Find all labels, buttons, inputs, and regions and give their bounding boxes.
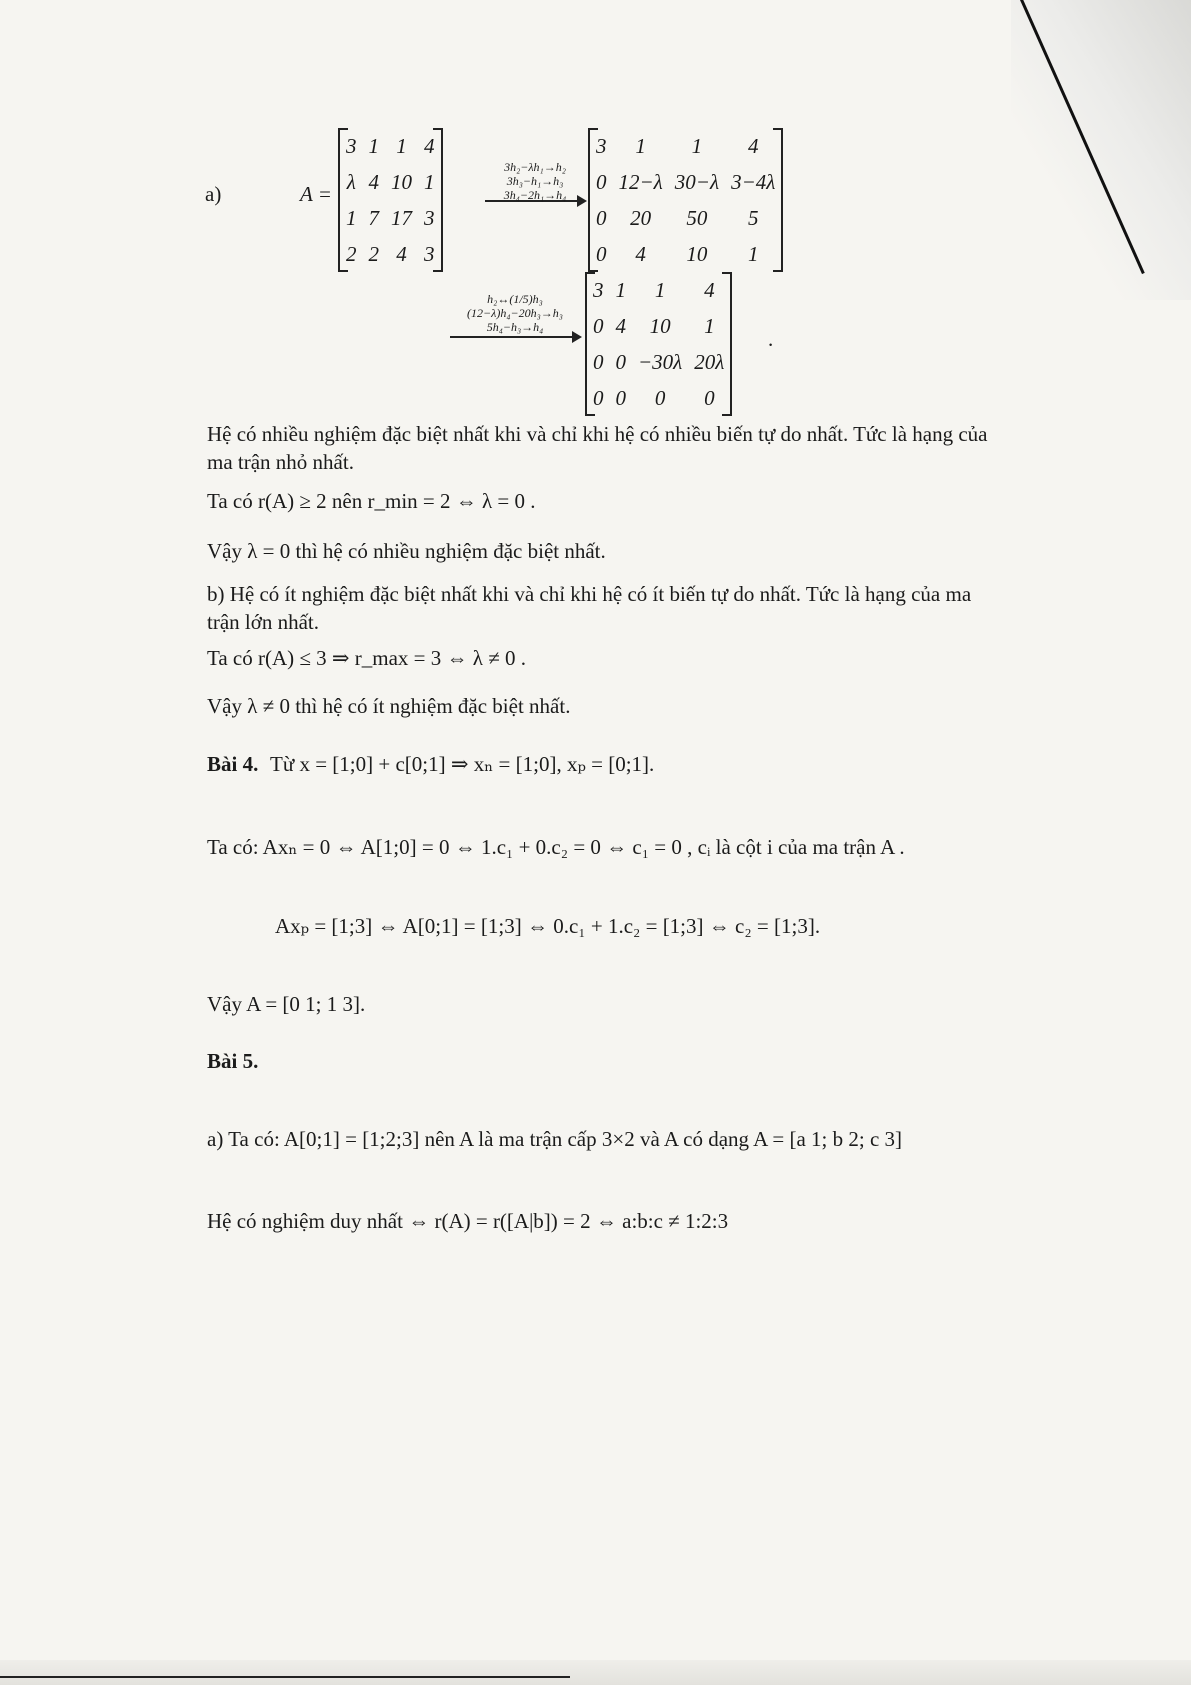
matrix-a-lhs: A = [300, 182, 332, 206]
row-operation: 3h₄−2h₁→h₄ [503, 188, 567, 202]
matrix-c-cell: 0 [615, 385, 626, 410]
paragraph-7: Ta có: Axₙ = 0 ⇔ A[1;0] = 0 ⇔ 1.c₁ + 0.c₂ = 0 ⇔ c₁ = 0 , cᵢ là cột i của ma trận A . [207, 835, 905, 859]
matrix-a-cell: 4 [396, 241, 407, 266]
paragraph-3: Vậy λ = 0 thì hệ có nhiều nghiệm đặc biệt nhất. [207, 539, 606, 563]
matrix-c-cell: 4 [704, 277, 715, 302]
matrix-c-cell: 0 [704, 385, 715, 410]
matrix-a-cell: 3 [424, 205, 435, 230]
matrix-c [585, 272, 732, 416]
matrix-a [338, 128, 443, 272]
matrix-c-cell: 10 [649, 313, 671, 338]
part-a-label: a) [205, 182, 222, 206]
matrix-a-cell: 2 [368, 241, 379, 266]
matrix-a-cell: 3 [424, 241, 435, 266]
matrix-b-cell: 1 [635, 133, 646, 158]
row-operation: (12−λ)h₄−20h₃→h₃ [467, 306, 563, 320]
paragraph-6: Vậy λ ≠ 0 thì hệ có ít nghiệm đặc biệt nhất. [207, 694, 571, 718]
matrix-b-cell: 1 [691, 133, 703, 158]
paragraph-10: a) Ta có: A[0;1] = [1;2;3] nên A là ma trận cấp 3×2 và A có dạng A = [a 1; b 2; c 3] [207, 1127, 903, 1151]
matrix-b-cell: 3 [596, 133, 607, 158]
matrix-b-cell: 4 [747, 133, 759, 158]
page-fold-shadow [1011, 0, 1191, 300]
row-op-arrow-2 [450, 336, 580, 338]
matrix-b [588, 128, 783, 272]
paragraph-2: Ta có r(A) ≥ 2 nên r_min = 2 ⇔ λ = 0 . [207, 489, 536, 513]
matrix-b-cell: 0 [596, 205, 607, 230]
matrix-c-cell: 3 [593, 277, 604, 302]
matrix-c-cell: 0 [593, 349, 604, 374]
matrix-b-cell: 1 [747, 241, 759, 266]
paragraph-9: Vậy A = [0 1; 1 3]. [207, 992, 366, 1016]
matrix-b-cell: 3−4λ [731, 169, 776, 194]
matrix-c-period: . [768, 327, 774, 351]
row-operation: h₂↔(1/5)h₃ [487, 292, 543, 306]
matrix-a-cell: 1 [424, 169, 435, 194]
matrix-c-cell: 1 [654, 277, 666, 302]
paragraph-1: Hệ có nhiều nghiệm đặc biệt nhất khi và chỉ khi hệ có nhiều biến tự do nhất. Tức là hạng của ma trận nhỏ nhất. [207, 422, 988, 474]
paragraph-8: Axₚ = [1;3] ⇔ A[0;1] = [1;3] ⇔ 0.c₁ + 1.c₂ = [1;3] ⇔ c₂ = [1;3]. [275, 914, 821, 938]
matrix-c-cell: 0 [593, 313, 604, 338]
row-operations-2 [450, 292, 580, 334]
matrix-a-cell: 7 [368, 205, 379, 230]
row-operation: 3h₃−h₁→h₃ [506, 174, 564, 188]
matrix-a-cell: 3 [346, 133, 357, 158]
paragraph-5: Ta có r(A) ≤ 3 ⇒ r_max = 3 ⇔ λ ≠ 0 . [207, 646, 526, 670]
matrix-b-cell: 0 [596, 169, 607, 194]
matrix-a-cell: 1 [396, 133, 407, 158]
matrix-a-cell: 2 [346, 241, 357, 266]
matrix-b-cell: 10 [686, 241, 708, 266]
matrix-b-cell: 30−λ [674, 169, 720, 194]
matrix-c-cell: 4 [615, 313, 626, 338]
row-operation: 3h₂−λh₁→h₂ [504, 160, 566, 174]
matrix-b-cell: 20 [630, 205, 652, 230]
bai4-title: Bài 4. [207, 752, 259, 776]
bai5-title: Bài 5. [207, 1049, 259, 1073]
matrix-a-cell: 10 [391, 169, 412, 194]
matrix-b-cell: 5 [747, 205, 759, 230]
row-operations-1 [485, 160, 585, 202]
matrix-c-cell: 1 [615, 277, 626, 302]
matrix-c-cell: 0 [654, 385, 666, 410]
matrix-b-cell: 0 [596, 241, 607, 266]
bai4-text: Từ x = [1;0] + c[0;1] ⇒ xₙ = [1;0], xₚ = [0;1]. [270, 752, 655, 776]
row-operation: 5h₄−h₃→h₄ [486, 320, 544, 334]
matrix-a-cell: 4 [424, 133, 435, 158]
matrix-c-cell: 20λ [694, 349, 725, 374]
page-bottom-band [0, 1660, 1191, 1685]
matrix-a-cell: 4 [368, 169, 379, 194]
matrix-c-cell: 0 [615, 349, 626, 374]
matrix-a-cell: 17 [391, 205, 412, 230]
page-bottom-line [0, 1676, 570, 1678]
paragraph-11: Hệ có nghiệm duy nhất ⇔ r(A) = r([A|b]) = 2 ⇔ a:b:c ≠ 1:2:3 [207, 1209, 729, 1233]
matrix-a-cell: 1 [346, 205, 357, 230]
matrix-a-cell: 1 [368, 133, 379, 158]
matrix-a-cell: λ [346, 169, 356, 194]
matrix-b-cell: 12−λ [618, 169, 663, 194]
matrix-c-cell: −30λ [638, 349, 683, 374]
matrix-c-cell: 0 [593, 385, 604, 410]
matrix-c-cell: 1 [704, 313, 715, 338]
matrix-b-cell: 4 [635, 241, 646, 266]
paragraph-4: b) Hệ có ít nghiệm đặc biệt nhất khi và chỉ khi hệ có ít biến tự do nhất. Tức là hạng của ma trận lớn nhất. [207, 582, 972, 634]
matrix-b-cell: 50 [686, 205, 708, 230]
